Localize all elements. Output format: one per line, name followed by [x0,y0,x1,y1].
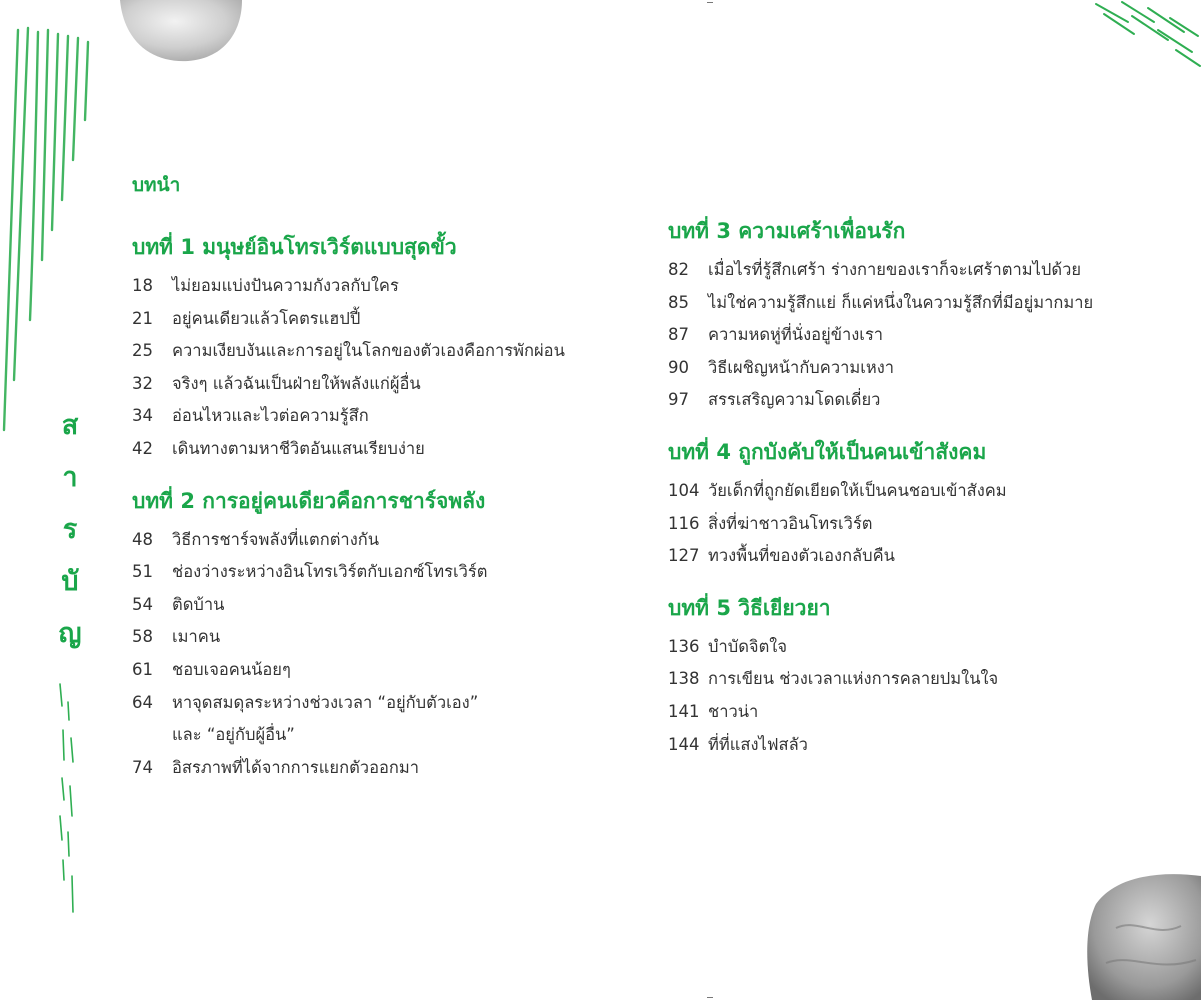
toc-entry [668,319,1148,352]
toc-entry [668,631,1148,664]
toc-entry-text: ความหดหู่ที่นั่งอยู่ข้างเรา [708,325,884,345]
chapter-2 [132,484,602,785]
toc-entry-text: บำบัดจิตใจ [708,636,788,656]
toc-entry-text-line1: หาจุดสมดุลระหว่างช่วงเวลา “อยู่กับตัวเอง” [172,692,479,712]
chapter-1 [132,230,602,466]
toc-entry-text: อิสรภาพที่ได้จากการแยกตัวออกมา [172,757,420,777]
toc-entry [668,696,1148,729]
toc-left-column [132,170,602,802]
toc-page-number: 97 [668,390,689,410]
intro-heading: บทนำ [132,174,181,196]
chapter-title: บทที่ 2 การอยู่คนเดียวคือการชาร์จพลัง [132,488,486,513]
toc-page-number: 144 [668,734,700,754]
toc-entry-text: จริงๆ แล้วฉันเป็นฝ่ายให้พลังแก่ผู้อื่น [172,373,421,393]
toc-entry-text: สรรเสริญความโดดเดี่ยว [708,390,881,410]
green-dash-strokes-decoration [54,680,88,920]
toc-entry [668,287,1148,320]
toc-page-number: 32 [132,373,153,393]
toc-entry [132,687,602,752]
chapter-4 [668,435,1148,573]
toc-page-number: 51 [132,562,153,582]
toc-entry-text: วัยเด็กที่ถูกยัดเยียดให้เป็นคนชอบเข้าสังคม [708,480,1007,500]
toc-page-number: 116 [668,513,700,533]
toc-page-number: 138 [668,669,700,689]
toc-entry-text: ความเงียบงันและการอยู่ในโลกของตัวเองคือการพักผ่อน [172,341,565,361]
toc-entry-text: เดินทางตามหาชีวิตอันแสนเรียบง่าย [172,438,425,458]
toc-page-number: 48 [132,529,153,549]
toc-page-number: 64 [132,692,153,712]
toc-entry [668,729,1148,762]
toc-entry-text: เมาคน [172,627,221,647]
side-title-char: า [62,462,78,493]
toc-entry [132,368,602,401]
toc-entry-text [172,687,478,752]
toc-entry [132,621,602,654]
toc-entry-text: ทวงพื้นที่ของตัวเองกลับคืน [708,546,895,566]
toc-page-number: 87 [668,325,689,345]
page-tick-bottom [707,997,713,998]
toc-entry [668,475,1148,508]
toc-entry [132,335,602,368]
page-tick-top [707,2,713,3]
toc-entry [668,352,1148,385]
grey-stone-decoration-top [118,0,244,62]
green-crayon-stripes-decoration [0,20,100,440]
toc-entry [668,508,1148,541]
toc-entry-text: เมื่อไรที่รู้สึกเศร้า ร่างกายของเราก็จะเศร้าตามไปด้วย [708,260,1082,279]
toc-entry-text: ชอบเจอคนน้อยๆ [172,659,291,679]
toc-entry-text: ที่ที่แสงไฟสลัว [708,734,808,754]
toc-page-number: 141 [668,701,700,721]
chapter-title: บทที่ 5 วิธีเยียวยา [668,595,831,620]
toc-page-number: 82 [668,260,689,279]
toc-entry-text: วิธีเผชิญหน้ากับความเหงา [708,357,895,377]
toc-entry-text-line2: และ “อยู่กับผู้อื่น” [172,725,295,745]
toc-entry [132,556,602,589]
toc-page-number: 42 [132,438,153,458]
toc-entry-text: ไม่ใช่ความรู้สึกแย่ ก็แค่หนึ่งในความรู้สึกที่มีอยู่มากมาย [708,292,1094,312]
toc-page-number: 61 [132,659,153,679]
toc-entry [668,540,1148,573]
side-title-char: ร [62,514,78,545]
toc-page-number: 127 [668,546,700,566]
toc-entry-text: วิธีการชาร์จพลังที่แตกต่างกัน [172,529,380,549]
toc-entry [668,663,1148,696]
toc-entry [132,433,602,466]
toc-page-number: 136 [668,636,700,656]
toc-page-number: 90 [668,357,689,377]
toc-entry-text: ติดบ้าน [172,594,225,614]
toc-entry [668,254,1148,287]
toc-entry-text: อ่อนไหวและไวต่อความรู้สึก [172,406,369,426]
toc-page-number: 25 [132,341,153,361]
grey-stone-decoration-bottom [1086,868,1201,1000]
green-hatching-decoration [1088,0,1201,72]
toc-page-number: 34 [132,406,153,426]
toc-right-column [668,214,1148,779]
side-title-char: ญ [58,618,82,649]
toc-entry [132,752,602,785]
toc-entry-text: อยู่คนเดียวแล้วโคตรแฮปปี้ [172,308,361,328]
toc-entry-text: สิ่งที่ฆ่าชาวอินโทรเวิร์ต [708,513,873,533]
toc-entry-text: ไม่ยอมแบ่งปันความกังวลกับใคร [172,276,399,295]
side-title-char: บั [61,566,79,597]
toc-page-number: 54 [132,594,153,614]
toc-page-number: 58 [132,627,153,647]
toc-entry-text: ชาวน่า [708,701,759,721]
toc-entry [668,384,1148,417]
toc-entry [132,303,602,336]
toc-page-number: 74 [132,757,153,777]
chapter-5 [668,591,1148,761]
chapter-3 [668,214,1148,417]
side-title-char: ส [61,410,79,441]
toc-entry [132,589,602,622]
toc-page-number: 85 [668,292,689,312]
chapter-title: บทที่ 4 ถูกบังคับให้เป็นคนเข้าสังคม [668,439,987,464]
toc-page-number: 104 [668,480,700,500]
toc-entry-text: ช่องว่างระหว่างอินโทรเวิร์ตกับเอกซ์โทรเวิร์ต [172,562,488,582]
side-title [52,400,88,660]
toc-entry [132,654,602,687]
toc-entry [132,524,602,557]
chapter-title: บทที่ 3 ความเศร้าเพื่อนรัก [668,219,906,243]
toc-entry-text: การเขียน ช่วงเวลาแห่งการคลายปมในใจ [708,669,999,689]
toc-entry [132,400,602,433]
toc-page-number: 18 [132,276,153,295]
toc-page-number: 21 [132,308,153,328]
chapter-title: บทที่ 1 มนุษย์อินโทรเวิร์ตแบบสุดขั้ว [132,235,457,259]
toc-entry [132,270,602,303]
